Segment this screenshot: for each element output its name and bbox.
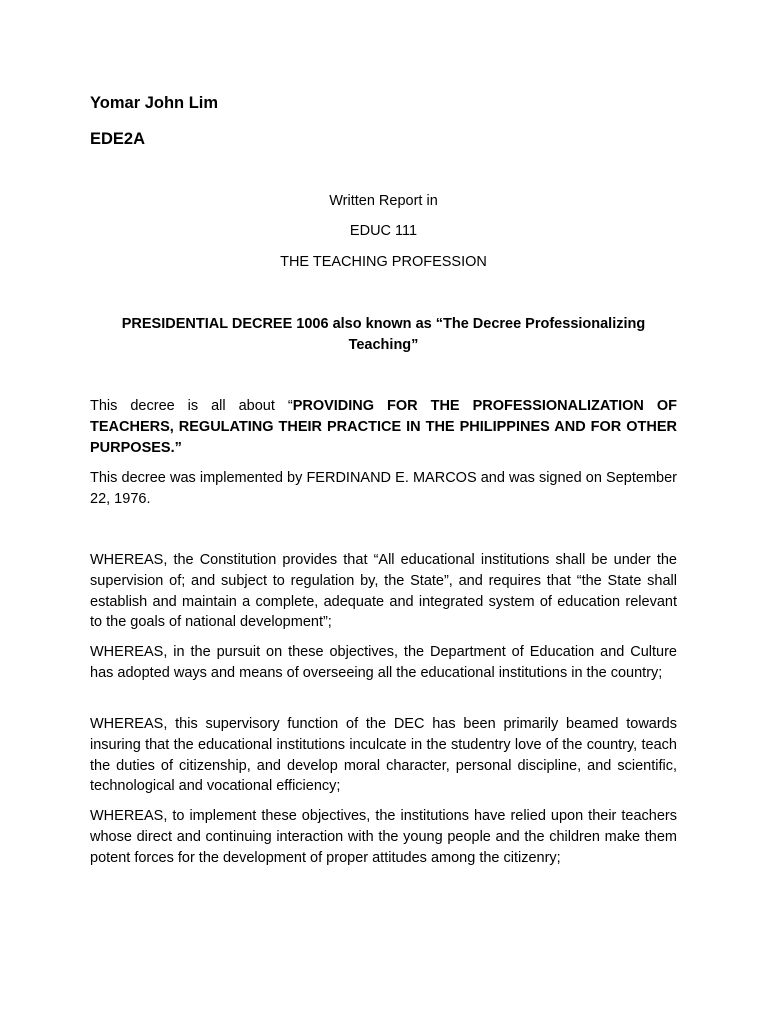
course-code: EDUC 111 bbox=[349, 223, 418, 239]
intro-bold-text: PROVIDING FOR THE PROFESSIONALIZATION OF TEACHERS, REGULATING THEIR PRACTICE IN THE PHILIPPINES AND FOR OTHER PURPOSES.” bbox=[90, 398, 678, 456]
report-label: Written Report in bbox=[329, 193, 438, 209]
whereas-paragraph-1: WHEREAS, the Constitution provides that “All educational institutions shall be under the supervision of; and subject to regulation by, the State”, and requires that “the State shall establish and maintain a complete, adequate and integrated system of education relevant to the goals of national development”; bbox=[90, 552, 677, 631]
whereas-paragraph-3: WHEREAS, this supervisory function of the DEC has been primarily beamed towards insuring that the educational institutions inculcate in the studentry love of the country, teach the duties of citizenship, and develop moral character, personal discipline, and scientific, technological and vocational efficiency; bbox=[90, 716, 677, 795]
decree-title: PRESIDENTIAL DECREE 1006 also known as “The Decree Professionalizing Teaching” bbox=[121, 316, 646, 353]
course-title: THE TEACHING PROFESSION bbox=[280, 254, 487, 270]
implemented-paragraph: This decree was implemented by FERDINAND E. MARCOS and was signed on September 22, 1976. bbox=[90, 470, 677, 507]
whereas-paragraph-4: WHEREAS, to implement these objectives, the institutions have relied upon their teachers whose direct and continuing interaction with the young people and the children make them potent forces for the development of proper attitudes among the citizenry; bbox=[90, 808, 677, 866]
class-code: EDE2A bbox=[90, 130, 146, 148]
whereas-paragraph-2: WHEREAS, in the pursuit on these objectives, the Department of Education and Culture has adopted ways and means of overseeing all the educational institutions in the country; bbox=[90, 644, 677, 681]
document-page bbox=[90, 0, 677, 1024]
intro-paragraph bbox=[90, 396, 677, 458]
intro-prefix: This decree is all about “ bbox=[90, 398, 293, 414]
author-name: Yomar John Lim bbox=[90, 94, 219, 112]
